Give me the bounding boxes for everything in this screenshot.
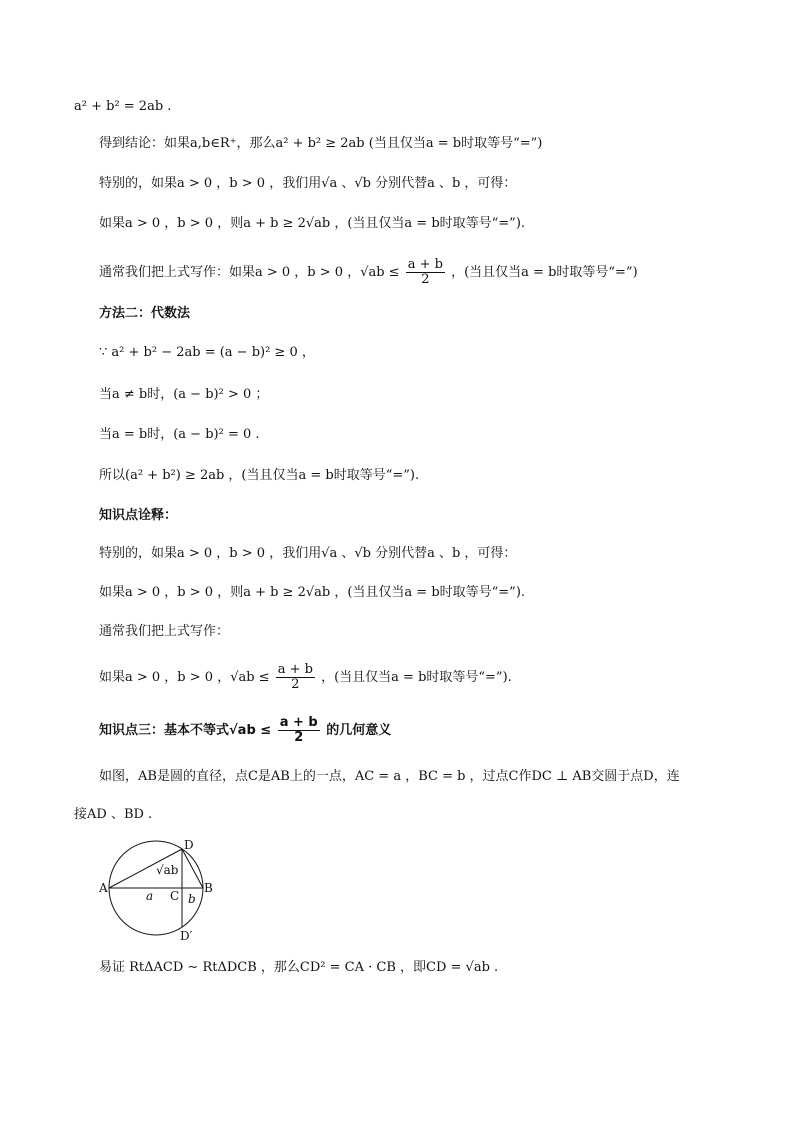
segment-bd bbox=[182, 849, 203, 888]
usual-form-line bbox=[99, 258, 638, 287]
label-b-length: b bbox=[188, 892, 196, 906]
usual-form-prefix: 通常我们把上式写作：如果a > 0 ，b > 0 ，√ab ≤ bbox=[99, 265, 400, 280]
heading-suffix: 的几何意义 bbox=[326, 723, 392, 738]
fraction-denominator: 2 bbox=[294, 730, 304, 745]
case-equal-line: 当a = b时，(a − b)² = 0 . bbox=[99, 427, 260, 442]
heading-prefix: 知识点三：基本不等式√ab ≤ bbox=[99, 723, 272, 738]
label-a: A bbox=[99, 881, 108, 895]
fraction-numerator: a + b bbox=[407, 257, 443, 272]
case-unequal-line: 当a ≠ b时，(a − b)² > 0 ； bbox=[99, 387, 269, 402]
heading-knowledge-note: 知识点诠释： bbox=[99, 508, 178, 523]
label-sqrt-ab: √ab bbox=[156, 863, 179, 877]
heading-method-two: 方法二：代数法 bbox=[99, 306, 191, 321]
heading-knowledge-point-three bbox=[99, 716, 391, 745]
inequality-line: 如果a > 0 ，b > 0 ，则a + b ≥ 2√ab ，(当且仅当a = b时取等号“=”). bbox=[99, 216, 526, 231]
label-a-length: a bbox=[146, 889, 154, 903]
inequality-line-2: 如果a > 0 ，b > 0 ，则a + b ≥ 2√ab ，(当且仅当a = b时取等号“=”). bbox=[99, 585, 526, 600]
label-d: D bbox=[184, 838, 194, 852]
special-case-line-2: 特别的，如果a > 0 ，b > 0 ，我们用√a 、√b 分别代替a 、b ，可得： bbox=[99, 546, 517, 561]
label-d-prime: D′ bbox=[180, 929, 193, 943]
special-case-line: 特别的，如果a > 0 ，b > 0 ，我们用√a 、√b 分别代替a 、b ，可得： bbox=[99, 176, 517, 191]
circle-diagram bbox=[96, 836, 226, 944]
formula-prefix: 如果a > 0 ，b > 0 ，√ab ≤ bbox=[99, 670, 270, 685]
proof-line: 易证 RtΔACD ∼ RtΔDCB ，那么CD² = CA · CB ，即CD = √ab . bbox=[99, 960, 499, 975]
fraction-denominator: 2 bbox=[291, 677, 300, 692]
figure-description-line-2: 接AD 、BD . bbox=[74, 807, 153, 822]
fraction-denominator: 2 bbox=[421, 272, 430, 287]
label-b: B bbox=[204, 881, 213, 895]
usual-form-formula-line bbox=[99, 663, 512, 692]
figure-description-line: 如图，AB是圆的直径，点C是AB上的一点，AC = a ，BC = b ，过点C作DC ⊥ AB交圆于点D，连 bbox=[99, 769, 680, 784]
because-line: ∵ a² + b² − 2ab = (a − b)² ≥ 0 ， bbox=[99, 345, 315, 360]
fraction-numerator: a + b bbox=[277, 662, 313, 677]
therefore-line: 所以(a² + b²) ≥ 2ab ，(当且仅当a = b时取等号“=”). bbox=[99, 468, 420, 483]
usual-form-line-2: 通常我们把上式写作： bbox=[99, 624, 230, 639]
conclusion-line: 得到结论：如果a,b∈R⁺，那么a² + b² ≥ 2ab (当且仅当a = b时取等号“=”) bbox=[99, 136, 543, 151]
fraction-a-plus-b-over-2 bbox=[276, 663, 315, 692]
usual-form-suffix: ，(当且仅当a = b时取等号“=”) bbox=[451, 265, 638, 280]
formula-suffix: ，(当且仅当a = b时取等号“=”). bbox=[321, 670, 512, 685]
fraction-a-plus-b-over-2 bbox=[406, 258, 445, 287]
formula-line-1: a² + b² = 2ab . bbox=[74, 99, 172, 114]
fraction-a-plus-b-over-2 bbox=[278, 716, 320, 745]
label-c: C bbox=[170, 889, 180, 903]
fraction-numerator: a + b bbox=[279, 715, 318, 730]
